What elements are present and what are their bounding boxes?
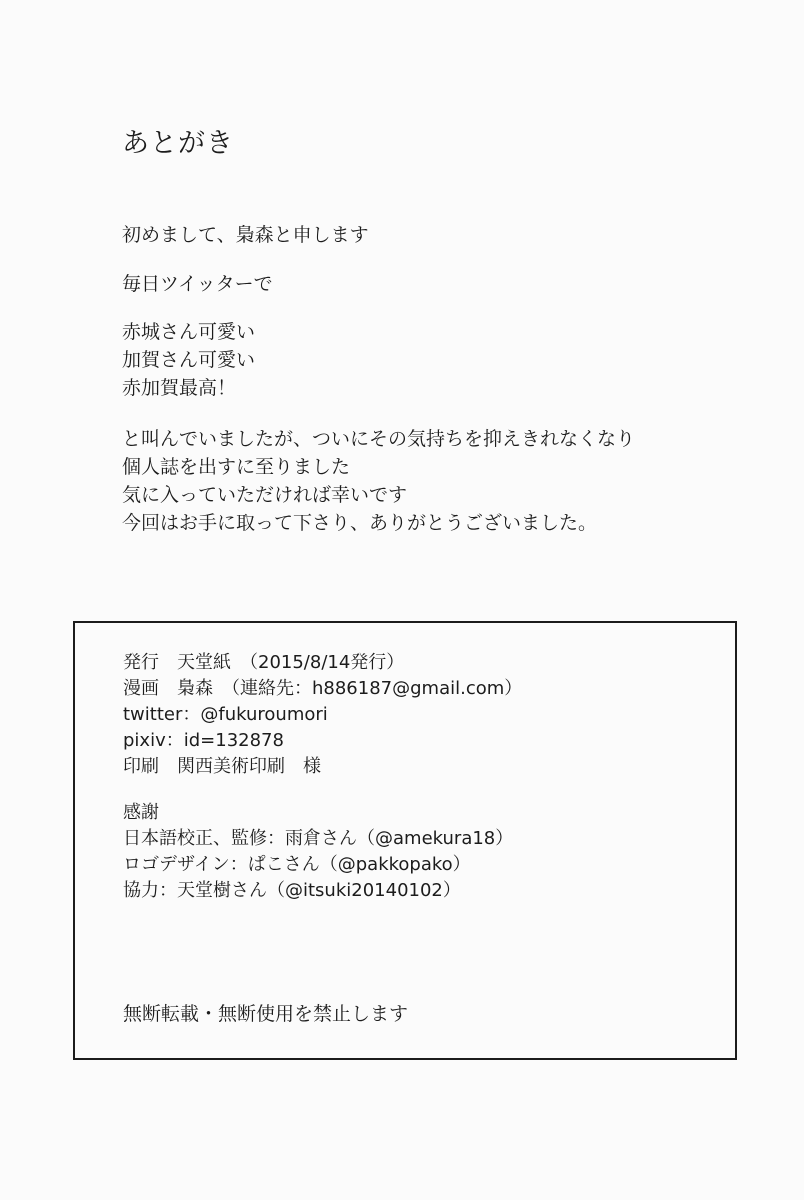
afterword-paragraph-2 [122, 270, 273, 298]
colophon-thanks [123, 800, 513, 904]
copyright-notice: 無断転載・無断使用を禁止します [123, 1003, 409, 1025]
afterword-line: 個人誌を出すに至りました [122, 456, 351, 478]
artist-line: 漫画 梟森 （連絡先：h886187@gmail.com） [123, 678, 523, 699]
publisher-line: 発行 天堂紙 （2015/8/14発行） [123, 652, 405, 673]
afterword-paragraph-4 [122, 425, 635, 537]
afterword-line: 今回はお手に取って下さり、ありがとうございました。 [122, 512, 598, 534]
afterword-paragraph-3 [122, 318, 255, 402]
thanks-line: ロゴデザイン：ぱこさん（@pakkopako） [123, 854, 471, 875]
twitter-line: twitter：@fukuroumori [123, 704, 328, 725]
afterword-line: 赤加賀最高！ [122, 377, 237, 399]
afterword-line: 赤城さん可愛い [122, 321, 256, 343]
afterword-paragraph-1 [122, 221, 369, 249]
thanks-line: 協力：天堂樹さん（@itsuki20140102） [123, 880, 461, 901]
colophon-box [73, 621, 737, 1060]
afterword-line: 毎日ツイッターで [122, 273, 273, 295]
thanks-heading: 感謝 [123, 802, 159, 823]
pixiv-line: pixiv：id=132878 [123, 730, 284, 751]
afterword-line: 気に入っていただければ幸いです [122, 484, 408, 506]
printer-line: 印刷 関西美術印刷 様 [123, 756, 321, 777]
afterword-line: 加賀さん可愛い [122, 349, 256, 371]
afterword-line: と叫んでいましたが、ついにその気持ちを抑えきれなくなり [122, 428, 636, 450]
colophon-info [123, 650, 522, 780]
afterword-line: 初めまして、梟森と申します [122, 224, 369, 246]
afterword-title: あとがき [122, 128, 234, 159]
thanks-line: 日本語校正、監修：雨倉さん（@amekura18） [123, 828, 514, 849]
